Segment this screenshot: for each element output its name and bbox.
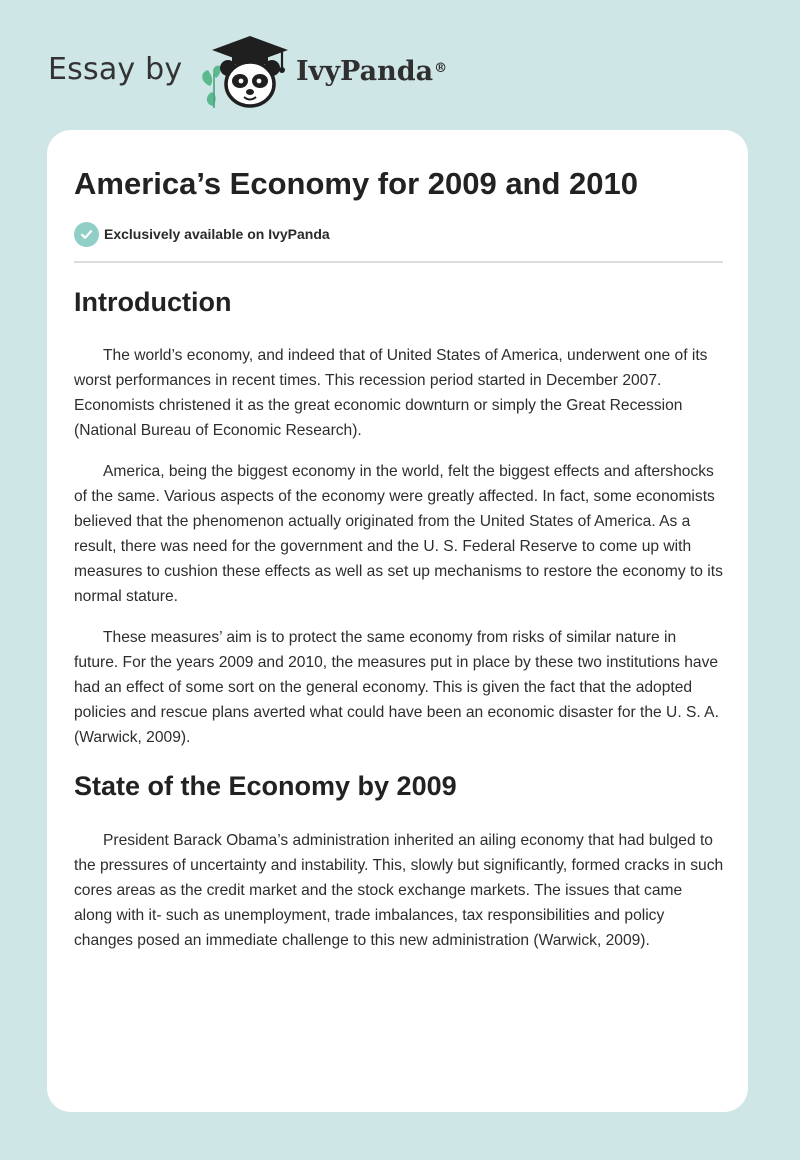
section-heading-state-of-economy: State of the Economy by 2009: [74, 771, 457, 801]
paragraph: America, being the biggest economy in the world, felt the biggest effects and aftershocks of the same. Various aspects of the economy were greatly affected. In fact, some economists believed that the phenomenon actually originated from the United States of America. As a result, there was need for the government and the U. S. Federal Reserve to come up with measures to cushion these effects as well as set up mechanisms to restore the economy to its normal stature.: [74, 463, 723, 605]
panda-graduate-logo-icon[interactable]: [198, 34, 294, 110]
essay-card: [47, 130, 748, 1112]
check-circle-icon: [74, 222, 99, 247]
paragraph: The world’s economy, and indeed that of United States of America, underwent one of its worst performances in recent times. This recession period started in December 2007. Economists christened it as the great economic downturn or simply the Great Recession (National Bureau of Economic Research).: [74, 347, 708, 439]
essay-title: America’s Economy for 2009 and 2010: [74, 166, 639, 201]
exclusive-badge-text: Exclusively available on IvyPanda: [104, 226, 330, 242]
site-header: [0, 0, 800, 130]
exclusive-badge: [74, 221, 330, 247]
brand-prefix: Essay by: [48, 52, 183, 87]
paragraph: These measures’ aim is to protect the same economy from risks of similar nature in future. For the years 2009 and 2010, the measures put in place by these two institutions have had an effect of some sort on the general economy. This is given the fact that the adopted policies and rescue plans averted what could have been an economic disaster for the U. S. A. (Warwick, 2009).: [74, 629, 719, 746]
title-divider: [74, 261, 723, 263]
ivy-leaf-icon: [202, 66, 220, 108]
section-heading-introduction: Introduction: [74, 287, 232, 317]
paragraph: President Barack Obama’s administration inherited an ailing economy that had bulged to the pressures of uncertainty and instability. This, slowly but significantly, formed cracks in such cores areas as the credit market and the stock exchange markets. The issues that came along with it- such as unemployment, trade imbalances, tax responsibilities and policy changes posed an immediate challenge to this new administration (Warwick, 2009).: [74, 832, 724, 949]
brand-name[interactable]: [296, 52, 447, 92]
brand-name-text: IvyPanda: [296, 56, 434, 87]
registered-mark: ®: [434, 61, 448, 76]
